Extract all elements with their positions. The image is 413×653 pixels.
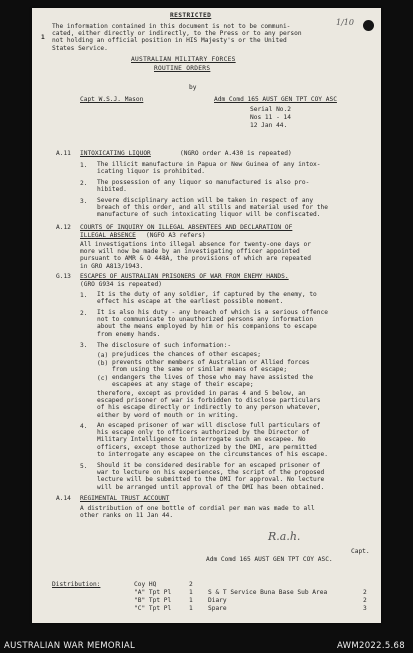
item-number: 2.	[80, 180, 88, 187]
sub-item-text: endangers the lives of those who may have assisted the escapees at any stage of their escape;	[112, 374, 314, 389]
signatory-unit: Adm Comd 165 AUST GEN TPT COY ASC.	[206, 556, 333, 563]
document-page	[32, 8, 381, 623]
item-number: 1.	[80, 292, 88, 299]
order-paragraph: It is also his duty - any breach of which is a serious offence not to communicate to unauthorized persons any information about the means employed by him or his companions to escape from enemy hands.	[97, 309, 328, 338]
by-label: by	[189, 84, 197, 91]
order-paragraph: The possession of any liquor so manufactured is also pro- hibited.	[97, 179, 310, 194]
distribution-count: 3	[363, 605, 367, 612]
distribution-count: 2	[189, 581, 193, 588]
classification-label: RESTRICTED	[170, 12, 212, 19]
distribution-count: 1	[189, 589, 193, 596]
section-number: G.13	[56, 273, 71, 280]
source-caption: AUSTRALIAN WAR MEMORIAL	[4, 641, 136, 651]
order-paragraph: An escaped prisoner of war will disclose full particulars of his escape only to officers authorized by the Director of Military Intelligence to interrogate such an escapee. No officers, except those authorized by the DMI, are permitted to interrogate any escapee on the circumstances of his escape.	[97, 422, 328, 458]
distribution-count: 2	[363, 589, 367, 596]
distribution-count: 1	[189, 605, 193, 612]
serial-number: Serial No.2	[250, 106, 291, 113]
security-notice: The information contained in this document is not to be communi- cated, either directly or indirectly, to the Press or to any person not holding an official position in HIS Majesty's or the United States Service.	[52, 23, 302, 52]
item-number: 2.	[80, 310, 88, 317]
distribution-entry: Spare	[208, 605, 227, 612]
order-paragraph: The illicit manufacture in Papua or New Guinea of any intox- icating liquor is prohibited.	[97, 161, 321, 176]
section-heading: ESCAPES OF AUSTRALIAN PRISONERS OF WAR FROM ENEMY HANDS.	[80, 273, 289, 280]
page-marker: 1	[41, 34, 45, 41]
order-paragraph: Should it be considered desirable for an escaped prisoner of war to lecture on his experiences, the script of the proposed lecture will be submitted to the DMI for approval. No lecture will be arranged until approval of the DMI has been obtained.	[97, 462, 325, 491]
distribution-entry: "A" Tpt Pl	[134, 589, 172, 596]
distribution-entry: Diary	[208, 597, 227, 604]
section-number: A.12	[56, 224, 71, 231]
item-number: 4.	[80, 423, 88, 430]
order-paragraph: The disclosure of such information:-	[97, 342, 232, 349]
section-heading: COURTS OF INQUIRY ON ILLEGAL ABSENTEES AND DECLARATION OF	[80, 224, 293, 231]
sub-item-label: (b)	[97, 360, 109, 367]
handwritten-reference: 1/10	[336, 18, 354, 27]
distribution-entry: "B" Tpt Pl	[134, 597, 172, 604]
distribution-entry: "C" Tpt Pl	[134, 605, 172, 612]
order-paragraph: All investigations into illegal absence for twenty-one days or more will now be made by an investigating officer appointed pursuant to AMR & O 448A, the provisions of which are repeated in GRO A813/1943.	[80, 241, 311, 270]
section-heading: REGIMENTAL TRUST ACCOUNT	[80, 495, 170, 502]
section-heading-continued: ILLEGAL ABSENCE	[80, 232, 136, 239]
sub-item-text: prevents other members of Australian or Allied forces from using the same or similar means of escape;	[112, 359, 310, 374]
order-paragraph: therefore, except as provided in paras 4 and 5 below, an escaped prisoner of war is forbidden to disclose particulars of his escape directly or indirectly to any person whatever, either by word of mouth or in writing.	[97, 390, 321, 419]
section-heading: INTOXICATING LIQUOR	[80, 150, 151, 157]
accession-number: AWM2022.5.68	[337, 641, 405, 651]
item-number: 3.	[80, 198, 88, 205]
item-number: 5.	[80, 463, 88, 470]
handwritten-signature: R.a.h.	[268, 530, 301, 543]
distribution-count: 1	[189, 597, 193, 604]
order-range: Nos 11 - 14	[250, 114, 291, 121]
section-reference: (NGRO order A.430 is repeated)	[180, 150, 292, 157]
section-number: A.14	[56, 495, 71, 502]
title-line-2: ROUTINE ORDERS	[154, 65, 211, 72]
signatory-rank: Capt.	[351, 548, 370, 555]
distribution-entry: Coy HQ	[134, 581, 157, 588]
item-number: 3.	[80, 342, 88, 349]
order-paragraph: A distribution of one bottle of cordial per man was made to all other ranks on 11 Jan 44.	[80, 505, 315, 520]
item-number: 1.	[80, 162, 88, 169]
section-reference: (NGFO A3 refers)	[146, 232, 206, 239]
issuing-officer: Capt W.S.J. Mason	[80, 96, 144, 103]
distribution-count: 2	[363, 597, 367, 604]
order-date: 12 Jan 44.	[250, 122, 288, 129]
order-paragraph: It is the duty of any soldier, if captured by the enemy, to effect his escape at the earliest possible moment.	[97, 291, 317, 306]
title-line-1: AUSTRALIAN MILITARY FORCES	[131, 56, 236, 63]
sub-item-label: (c)	[97, 375, 109, 382]
distribution-label: Distribution:	[52, 581, 101, 588]
distribution-entry: S & T Service Buna Base Sub Area	[208, 589, 328, 596]
sub-item-label: (a)	[97, 352, 109, 359]
section-number: A.11	[56, 150, 71, 157]
issuing-unit: Adm Comd 165 AUST GEN TPT COY ASC	[214, 96, 337, 103]
section-reference: (GRO G934 is repeated)	[80, 281, 162, 288]
order-paragraph: Severe disciplinary action will be taken in respect of any breach of this order, and all stills and material used for the manufacture of such intoxicating liquor will be confiscated.	[97, 197, 328, 219]
sub-item-text: prejudices the chances of other escapes;	[112, 351, 262, 358]
